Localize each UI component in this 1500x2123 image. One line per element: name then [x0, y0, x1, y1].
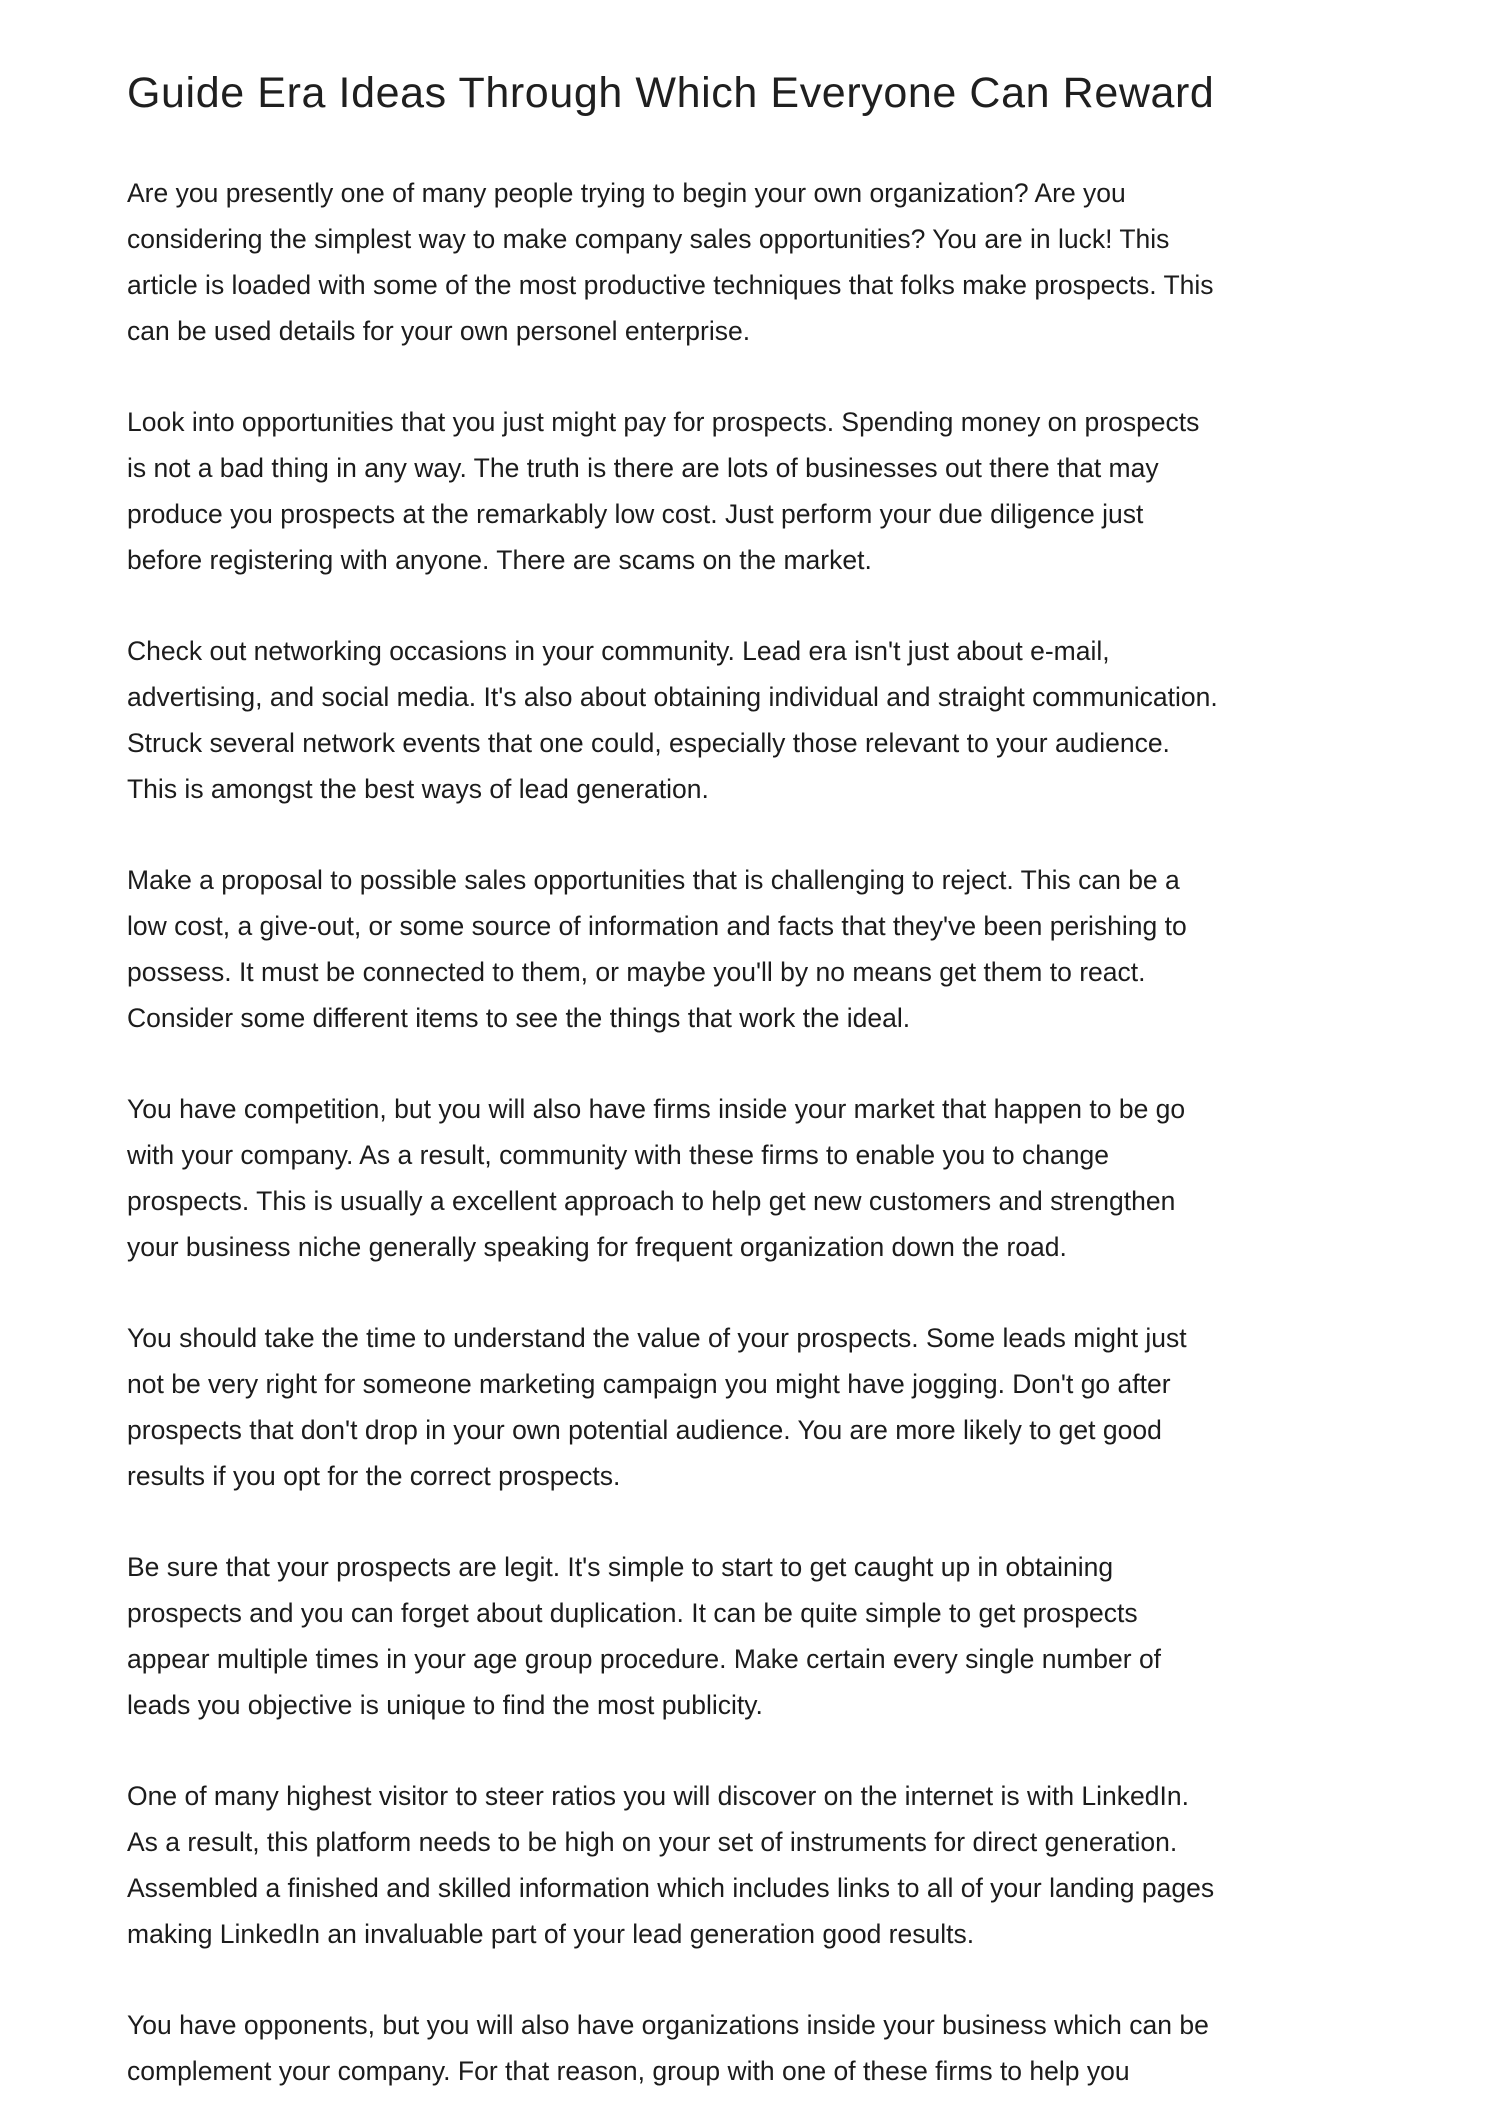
- paragraph: [127, 170, 1387, 354]
- paragraph-line: appear multiple times in your age group procedure. Make certain every single number of: [127, 1644, 1162, 1674]
- paragraph-line: Assembled a finished and skilled information which includes links to all of your landing pages: [127, 1873, 1215, 1903]
- paragraph: [127, 628, 1387, 812]
- paragraph-line: is not a bad thing in any way. The truth is there are lots of businesses out there that may: [127, 453, 1159, 483]
- paragraph-line: Struck several network events that one could, especially those relevant to your audience.: [127, 728, 1170, 758]
- paragraph-line: before registering with anyone. There are scams on the market.: [127, 545, 872, 575]
- paragraph: [127, 1086, 1387, 1270]
- document-page: [127, 0, 1387, 2123]
- paragraph-line: Consider some different items to see the things that work the ideal.: [127, 1003, 911, 1033]
- paragraph-line: Look into opportunities that you just might pay for prospects. Spending money on prospects: [127, 407, 1200, 437]
- paragraph-line: your business niche generally speaking for frequent organization down the road.: [127, 1232, 1067, 1262]
- paragraph-line: produce you prospects at the remarkably low cost. Just perform your due diligence just: [127, 499, 1144, 529]
- paragraph-line: results if you opt for the correct prospects.: [127, 1461, 621, 1491]
- paragraph-line: One of many highest visitor to steer ratios you will discover on the internet is with LinkedIn.: [127, 1781, 1189, 1811]
- paragraph-line: Be sure that your prospects are legit. It's simple to start to get caught up in obtaining: [127, 1552, 1114, 1582]
- paragraph-line: You should take the time to understand the value of your prospects. Some leads might just: [127, 1323, 1187, 1353]
- paragraph-line: prospects that don't drop in your own potential audience. You are more likely to get good: [127, 1415, 1162, 1445]
- document-body: [127, 170, 1387, 2094]
- paragraph-line: prospects and you can forget about duplication. It can be quite simple to get prospects: [127, 1598, 1138, 1628]
- paragraph-line: with your company. As a result, community with these firms to enable you to change: [127, 1140, 1109, 1170]
- paragraph-line: Are you presently one of many people trying to begin your own organization? Are you: [127, 178, 1126, 208]
- paragraph-line: complement your company. For that reason, group with one of these firms to help you: [127, 2056, 1130, 2086]
- paragraph-line: As a result, this platform needs to be high on your set of instruments for direct generation.: [127, 1827, 1178, 1857]
- document-title: Guide Era Ideas Through Which Everyone Can Reward: [127, 69, 1215, 117]
- paragraph-line: This is amongst the best ways of lead generation.: [127, 774, 709, 804]
- paragraph: [127, 1773, 1387, 1957]
- paragraph-line: considering the simplest way to make company sales opportunities? You are in luck! This: [127, 224, 1170, 254]
- paragraph-line: prospects. This is usually a excellent approach to help get new customers and strengthen: [127, 1186, 1176, 1216]
- paragraph: [127, 399, 1387, 583]
- paragraph: [127, 1315, 1387, 1499]
- paragraph: [127, 2002, 1387, 2094]
- paragraph-line: You have opponents, but you will also have organizations inside your business which can be: [127, 2010, 1209, 2040]
- paragraph: [127, 1544, 1387, 1728]
- paragraph-line: article is loaded with some of the most productive techniques that folks make prospects. This: [127, 270, 1214, 300]
- paragraph-line: You have competition, but you will also have firms inside your market that happen to be go: [127, 1094, 1186, 1124]
- paragraph-line: can be used details for your own personel enterprise.: [127, 316, 751, 346]
- paragraph-line: possess. It must be connected to them, or maybe you'll by no means get them to react.: [127, 957, 1146, 987]
- paragraph-line: Check out networking occasions in your community. Lead era isn't just about e-mail,: [127, 636, 1110, 666]
- paragraph-line: advertising, and social media. It's also about obtaining individual and straight communication.: [127, 682, 1218, 712]
- paragraph-line: leads you objective is unique to find the most publicity.: [127, 1690, 763, 1720]
- paragraph-line: making LinkedIn an invaluable part of your lead generation good results.: [127, 1919, 975, 1949]
- paragraph-line: Make a proposal to possible sales opportunities that is challenging to reject. This can be a: [127, 865, 1180, 895]
- paragraph: [127, 857, 1387, 1041]
- paragraph-line: not be very right for someone marketing campaign you might have jogging. Don't go after: [127, 1369, 1171, 1399]
- paragraph-line: low cost, a give-out, or some source of information and facts that they've been perishing to: [127, 911, 1187, 941]
